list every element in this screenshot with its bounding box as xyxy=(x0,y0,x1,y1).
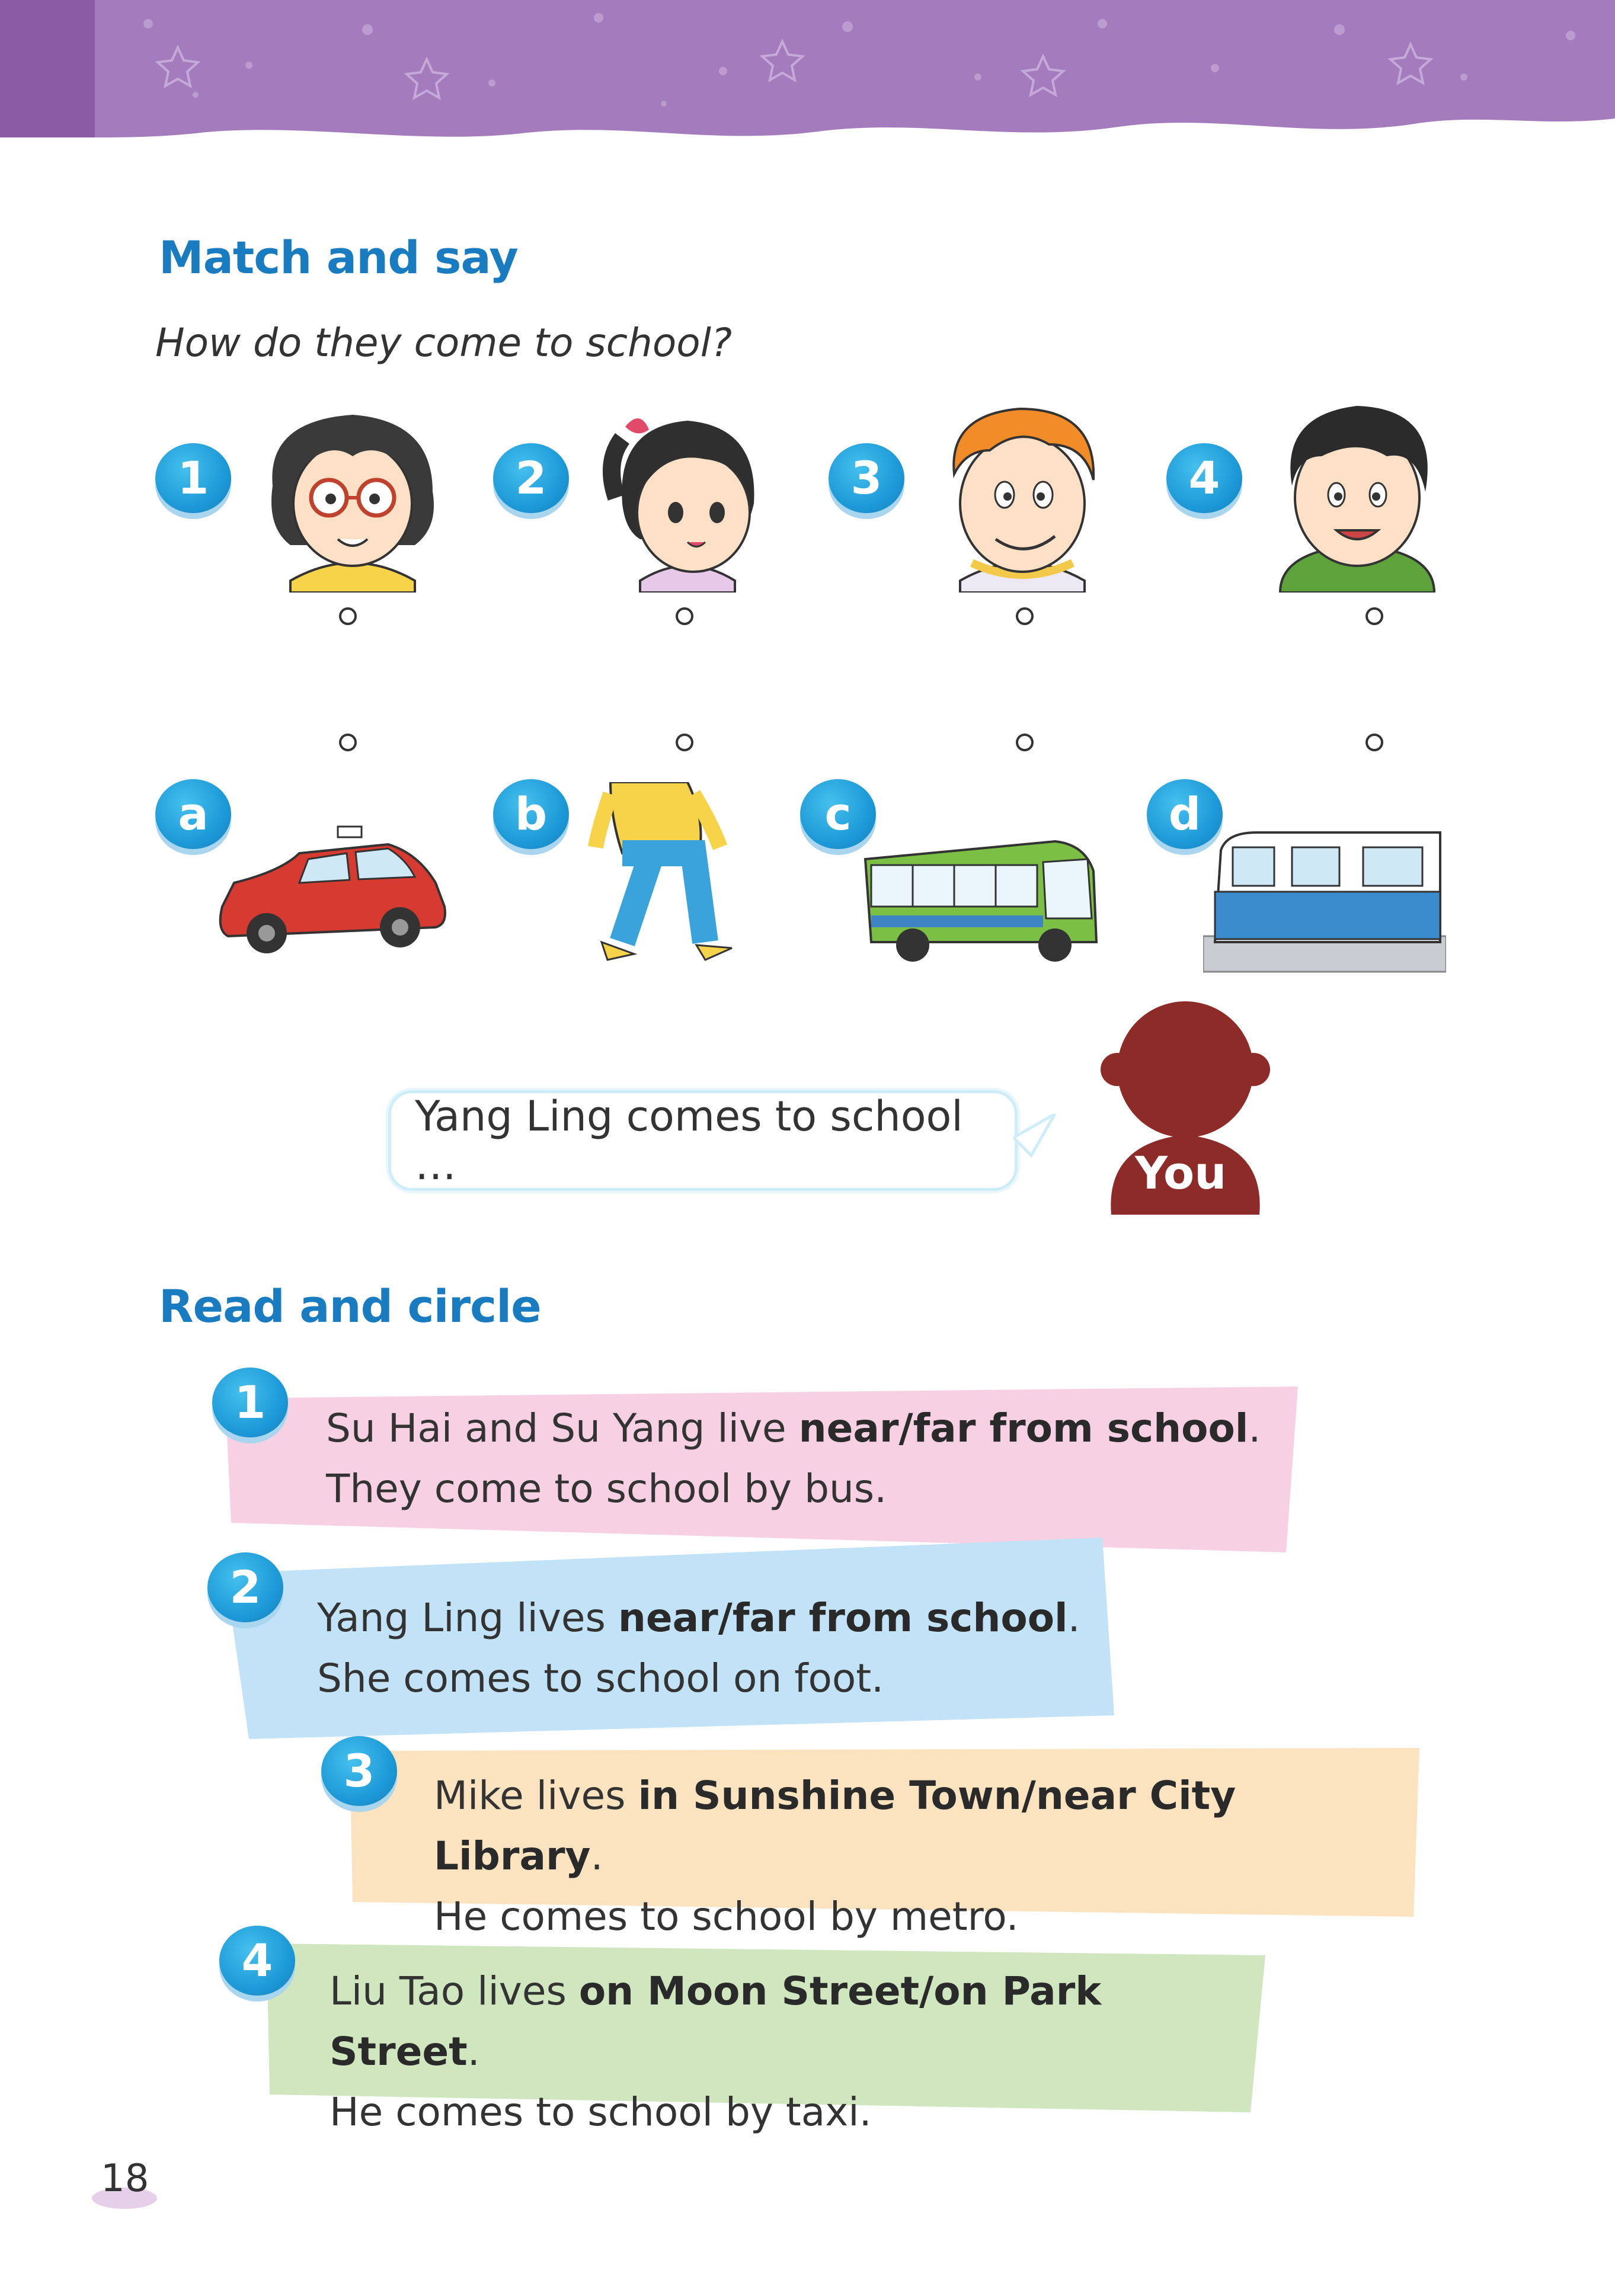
boy-with-orange-hair-image xyxy=(930,391,1114,593)
match-question: How do they come to school? xyxy=(155,320,732,366)
person-2-badge: 2 xyxy=(493,443,569,513)
speech-bubble xyxy=(388,1090,1018,1191)
item-2-badge: 2 xyxy=(207,1552,283,1622)
transport-b-dot[interactable] xyxy=(676,734,693,751)
item-1-choice[interactable]: near/far from school xyxy=(798,1405,1249,1451)
item-1-badge: 1 xyxy=(212,1368,288,1437)
read-title: Read and circle xyxy=(159,1280,541,1333)
top-banner xyxy=(0,0,1615,154)
boy-with-green-shirt-image xyxy=(1268,391,1446,593)
person-1-dot[interactable] xyxy=(339,607,357,625)
girl-with-ponytail-image xyxy=(599,403,776,593)
person-3-dot[interactable] xyxy=(1016,607,1034,625)
transport-a-badge: a xyxy=(155,779,231,849)
you-label: You xyxy=(1135,1147,1227,1199)
bus-image xyxy=(859,830,1102,966)
person-3-badge: 3 xyxy=(829,443,904,513)
transport-d-badge: d xyxy=(1147,779,1223,849)
match-title: Match and say xyxy=(159,231,518,284)
transport-d-dot[interactable] xyxy=(1365,734,1383,751)
person-4-dot[interactable] xyxy=(1365,607,1383,625)
item-2-choice[interactable]: near/far from school xyxy=(618,1595,1068,1641)
speech-tail xyxy=(1013,1114,1067,1167)
item-3-badge: 3 xyxy=(321,1736,397,1806)
item-3-text: Mike lives in Sunshine Town/near City Library. He comes to school by metro. xyxy=(434,1773,1236,1939)
speech-text: Yang Ling comes to school … xyxy=(415,1092,963,1189)
person-2-dot[interactable] xyxy=(676,607,693,625)
item-4-text: Liu Tao lives on Moon Street/on Park Street. He comes to school by taxi. xyxy=(330,1968,1102,2135)
item-3-choice[interactable]: in Sunshine Town/near City Library xyxy=(434,1773,1236,1879)
item-4-choice[interactable]: on Moon Street/on Park Street xyxy=(330,1968,1102,2074)
person-4-badge: 4 xyxy=(1166,443,1242,513)
transport-b-badge: b xyxy=(493,779,569,849)
taxi-image xyxy=(210,818,453,960)
transport-c-badge: c xyxy=(800,779,876,849)
transport-c-dot[interactable] xyxy=(1016,734,1034,751)
item-4-badge: 4 xyxy=(219,1926,295,1996)
item-2-text: Yang Ling lives near/far from school. She comes to school on foot. xyxy=(317,1595,1080,1701)
person-1-badge: 1 xyxy=(155,443,231,513)
page-number: 18 xyxy=(101,2157,149,2201)
walking-image xyxy=(587,782,735,966)
girl-with-glasses-image xyxy=(255,403,450,593)
transport-a-dot[interactable] xyxy=(339,734,357,751)
item-1-text: Su Hai and Su Yang live near/far from school. They come to school by bus. xyxy=(326,1405,1261,1512)
metro-image xyxy=(1203,827,1446,975)
